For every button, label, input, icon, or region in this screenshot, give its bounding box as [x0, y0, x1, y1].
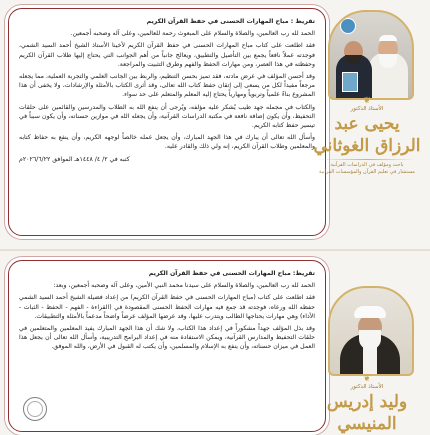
person-sheikh-turban [354, 306, 386, 318]
signer-title-1: الأستاذ الدكتور [350, 106, 384, 112]
name-underline [318, 159, 416, 160]
book-cover-icon [342, 72, 358, 92]
signer-subtitle-1b: مستشار في تعليم القرآن والمؤسسات القرآنية [319, 168, 415, 175]
signer-subtitle-1a: باحث ومؤلف في الدراسات القرآنية [330, 162, 404, 168]
letter-paragraph: فقد اطلعت على كتاب مباح المهارات الحسنى في حفظ القرآن الكريم لأخينا الأستاذ الشيخ أحمد السيد الشمي، فوجدته عملاً نافعاً يجمع بين التأصيل والتطبيق، ويعالج جانباً من أهم الجوانب التي يحتاج إليها طلاب القرآن الكريم وحفظته في هذا العصر، ومن مهارات الحفظ والفهم وطرق التثبيت والمراجعة. [19, 42, 315, 68]
endorsement-panel-2 [0, 252, 430, 434]
letter-paragraph: الحمد لله رب العالمين، والصلاة والسلام على سيدنا محمد النبي الأمين، وعلى آله وصحبه أجمعين، وبعد: [53, 282, 315, 290]
letter-paragraph: والكتاب في مجمله جهد طيب يُشكر عليه مؤلفه، ويُرجى أن ينفع الله به الطلاب والمدرسين والقائمين على حلقات التحفيظ، وأن يكون إضافة نافعة في مكتبة الدراسات القرآنية، وأن يجعله الله في موازين حسناته، وأن يكون سبباً في تيسير حفظ كتابه الكريم. [19, 103, 315, 130]
letter-paragraph: الحمد لله رب العالمين، والصلاة والسلام على المبعوث رحمة للعالمين، وعلى آله وصحبه أجمعين. [70, 30, 315, 38]
letter-body-1 [19, 17, 315, 227]
signer-block-1 [312, 96, 422, 175]
signer-name-1: يحيى عبد الرزاق الغوثاني [313, 114, 421, 156]
ornament-icon: ❦ [363, 374, 371, 384]
award-badge-icon [340, 18, 356, 34]
letter-title-2: تقريظ: مباح المهارات الحسنى في حفظ القرآن الكريم [148, 270, 315, 277]
panel-divider [0, 249, 430, 251]
endorsement-letter-2 [8, 260, 326, 432]
signer-title-2: الأستاذ الدكتور [350, 384, 384, 390]
letter-paragraph: وقد بذل المؤلف جهداً مشكوراً في إعداد هذا الكتاب، ولا شك أن هذا الجهد المبارك يفيد المعلمين والمتعلمين في حلقات التحفيظ والمدارس القرآنية، ويمكن الاستفادة منه في إعداد البرامج التدريبية، وأسأل الله تعالى أن يجعل هذا العمل في ميزان حسناته، وأن ينفع به الإسلام والمسلمين، وأن يكتب له القبول في الأرض، والله الموفق. [19, 325, 315, 351]
letter-paragraph: وأسأل الله تعالى أن يبارك في هذا الجهد المبارك، وأن يجعل عمله خالصاً لوجهه الكريم، وأن ينفع به حفاظ كتابه والمعلمين وطلاب القرآن الكريم، إنه ولي ذلك والقادر عليه. [19, 134, 315, 151]
letter-paragraph: وقد أحسن المؤلف في عرض مادته، فقد تميز بحسن التنظيم، والربط بين الجانب العلمي والتجربة العملية، مما يجعله مرجعاً مفيداً لكل من يسعى إلى إتقان حفظ كتاب الله تعالى، وقد أثرى الكتاب بالأمثلة والإرشادات، ولا يخفى أن هذا المشروع بناءً علمياً وتربوياً ومهارياً يحتاج إليه المعلم والمتعلم على حد سواء. [19, 73, 315, 99]
signer-block-2 [312, 374, 422, 435]
signer-photo-2 [328, 286, 414, 376]
person-elder-cap [379, 35, 397, 41]
letter-body-2 [19, 269, 315, 423]
letter-date-1: كتبه في ٢/ ٤/ ١٤٤٨هـ الموافق ٢٠٢٦/٦/٢٢م [19, 155, 130, 163]
letter-paragraph: فقد اطلعت على كتاب (مباح المهارات الحسنى في حفظ القرآن الكريم) من إعداد فضيلة الشيخ أحمد السيد الشمي حفظه الله ورعاه، فوجدته قد جمع فيه مهارات الحفظ الحسنى المقصودة في (القراءة - الفهم - الحفظ - الثبات - الأداء) وهي مهارات يحتاجها الطالب ويتدرب عليها، وقد عرضها المؤلف عرضاً واضحاً مدعماً بالأمثلة والتطبيقات. [19, 294, 315, 320]
ornament-icon: ❦ [363, 96, 371, 106]
endorsement-letter-1 [8, 8, 326, 236]
signer-photo-1 [328, 10, 414, 100]
letter-title-1: تقريظ : مباح المهارات الحسنى في حفظ القرآن الكريم [146, 18, 315, 25]
stamp-seal-icon [23, 397, 47, 421]
signer-name-2: وليد إدريس المنيسي [326, 392, 408, 434]
